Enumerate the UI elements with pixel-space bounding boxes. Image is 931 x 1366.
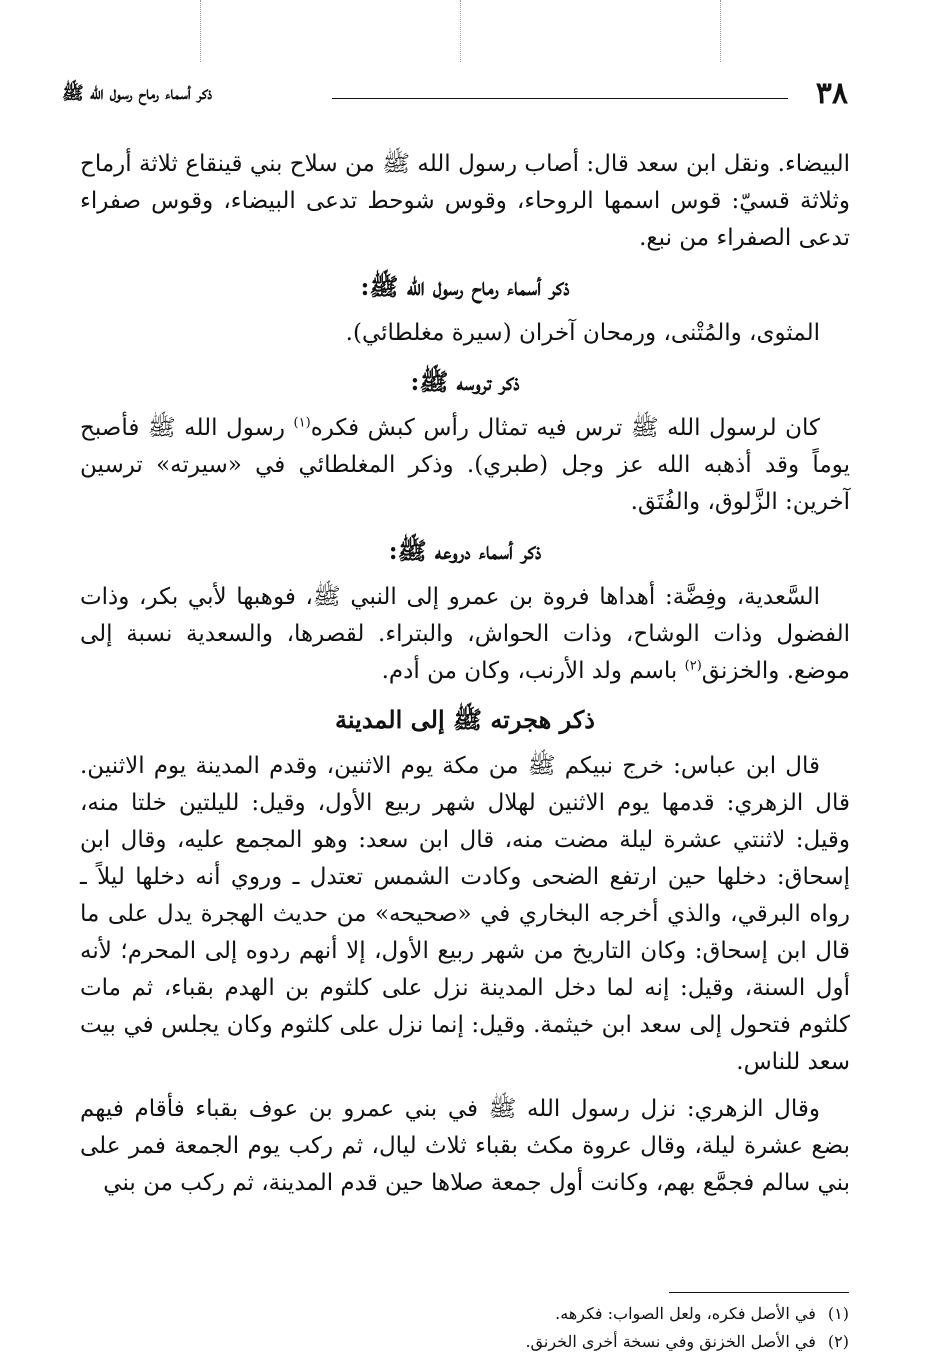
paragraph: قال ابن عباس: خرج نبيكم ﷺ من مكة يوم الاثنين، وقدم المدينة يوم الاثنين. قال الزهري: قدمها يوم الاثنين لهلال شهر ربيع الأول، وقيل: لليلتين خلتا منه، وقيل: لاثنتي عشرة ليلة مضت منه، قال ابن سعد: وهو المجمع عليه، وقال ابن إسحاق: دخلها حين ارتفع الضحى وكادت الشمس تعتدل ـ وروي أنه دخلها ليلاً ـ رواه البرقي، والذي أخرجه البخاري في «صحيحه» من حديث الهجرة يدل على ما قال ابن إسحاق: وكان التاريخ من شهر ربيع الأول، إلا أنهم ردوه إلى المحرم؛ لأنه أول السنة، وقيل: إنه لما دخل المدينة نزل على كلثوم بن الهدم بقباء، ثم مات كلثوم فتحول إلى سعد ابن خيثمة. وقيل: إنما نزل على كلثوم وكان يجلس في بيت سعد للناس. <box>80 753 850 1075</box>
page-number: ٣٨ <box>815 76 848 111</box>
paragraph: وقال الزهري: نزل رسول الله ﷺ في بني عمرو بن عوف بقباء فأقام فيهم بضع عشرة ليلة، وقال عروة مكث بقباء ثلاث ليال، ثم ركب يوم الجمعة فمر على بني سالم فجمَّع بهم، وكانت أول جمعة صلاها حين قدم المدينة، ثم ركب من بني <box>80 1096 850 1196</box>
paragraph <box>80 410 850 521</box>
footnote <box>89 1328 849 1356</box>
running-title: ذكر أسماء رماح رسول الله ﷺ <box>62 83 213 104</box>
footnote-separator <box>669 1292 849 1293</box>
footnotes <box>89 1300 849 1356</box>
paragraph-text: السَّعدية، وفِضَّة: أهداها فروة بن عمرو إلى النبي ﷺ، فوهبها لأبي بكر، وذات الفضول وذات الوشاح، وذات الحواش، والبتراء. لقصرها، والسعدية نسبة إلى موضع. والخزنق <box>80 584 850 684</box>
paragraph-text: باسم ولد الأرنب، وكان من أدم. <box>381 658 685 684</box>
paragraph <box>80 579 850 690</box>
section-heading: ذكر أسماء دروعه ﷺ: <box>388 536 542 565</box>
footnote-number: (١) <box>827 1304 849 1323</box>
page-body <box>80 146 850 1212</box>
section-heading: ذكر أسماء رماح رسول الله ﷺ: <box>360 272 570 301</box>
footnote <box>89 1300 849 1328</box>
paragraph-text: رسول الله ﷺ فأصبح يوماً وقد أذهبه الله عز وجل (طبري). وذكر المغلطائي في «سيرته» ترسين آخرين: الزَّلوق، والفُتَق. <box>80 415 850 515</box>
footnote-number: (٢) <box>827 1332 849 1351</box>
scan-dotted-line <box>200 0 201 62</box>
footnote-text: في الأصل فكره، ولعل الصواب: فكرهه. <box>555 1304 816 1323</box>
header-rule <box>332 98 788 99</box>
paragraph: البيضاء. ونقل ابن سعد قال: أصاب رسول الله ﷺ من سلاح بني قينقاع ثلاثة أرماح وثلاثة قسيّ: قوس اسمها الروحاء، وقوس شوحط تدعى البيضاء، وقوس صفراء تدعى الصفراء من نبع. <box>80 151 850 251</box>
page-header <box>62 76 848 110</box>
scan-dotted-line <box>720 0 721 62</box>
paragraph: المثوى، والمُتْنى، ورمحان آخران (سيرة مغلطائي). <box>345 320 820 346</box>
section-heading: ذكر تروسه ﷺ: <box>410 367 520 396</box>
footnote-reference: (٢) <box>684 658 702 674</box>
footnote-text: في الأصل الخزنق وفي نسخة أخرى الخرنق. <box>525 1332 816 1351</box>
paragraph-text: كان لرسول الله ﷺ ترس فيه تمثال رأس كبش فكره <box>310 415 820 441</box>
section-heading: ذكر هجرته ﷺ إلى المدينة <box>335 705 595 734</box>
footnote-reference: (١) <box>293 415 311 431</box>
scan-dotted-line <box>460 0 461 62</box>
